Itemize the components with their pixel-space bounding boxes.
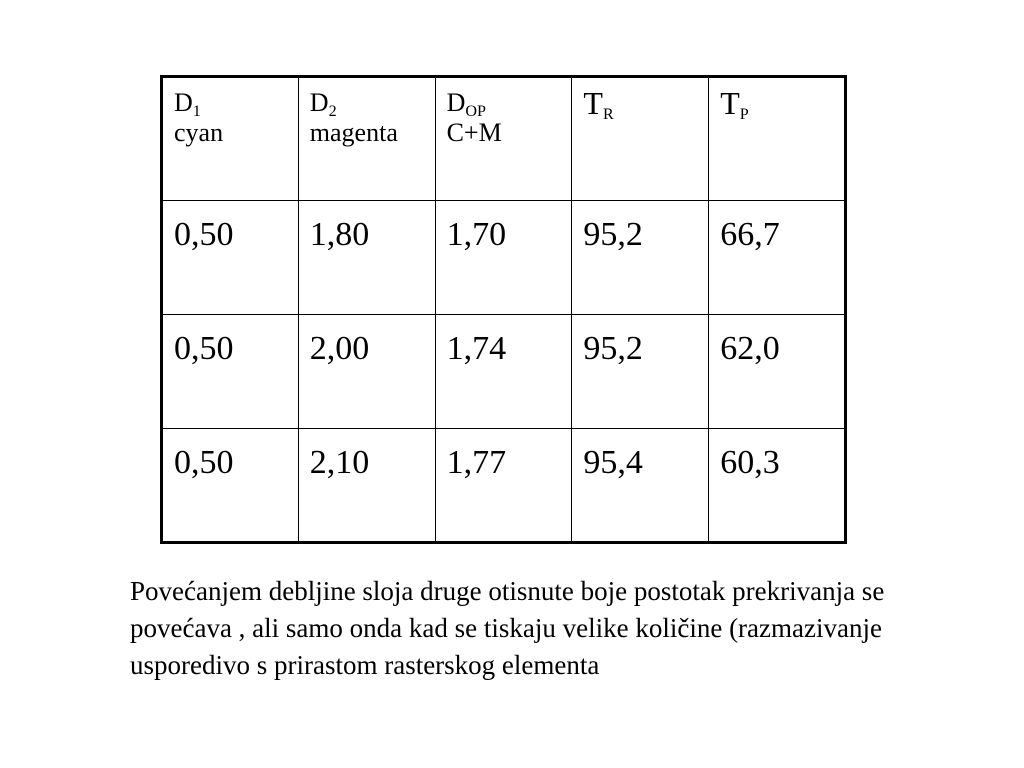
header-subscript: R [602,106,614,124]
table-cell: 1,74 [435,315,572,429]
table-cell: 1,70 [435,201,572,315]
table-cell: 2,00 [298,315,435,429]
table-row [162,315,846,429]
table-cell: 95,4 [572,429,709,543]
table-cell: 60,3 [709,429,846,543]
header-symbol: D [174,88,193,117]
table-cell: 95,2 [572,201,709,315]
header-d2 [298,77,435,201]
header-symbol: D [309,88,329,117]
header-label: magenta [309,118,398,147]
caption-text: Povećanjem debljine sloja druge otisnute boje postotak prekrivanja se povećava , ali samo onda kad se tiskaju velike količine (razmazivanje usporedivo s prirastom rasterskog elementa [130,576,885,680]
table-cell: 66,7 [709,201,846,315]
table-cell: 95,2 [572,315,709,429]
table-cell: 62,0 [709,315,846,429]
header-label: C+M [446,118,502,147]
table-row [162,429,846,543]
table-cell: 1,80 [298,201,435,315]
header-symbol: T [583,85,603,121]
table-cell: 2,10 [298,429,435,543]
header-symbol: T [720,85,740,121]
table-cell: 0,50 [162,315,299,429]
header-dop [435,77,572,201]
header-symbol: D [446,88,466,117]
header-subscript: 2 [328,103,337,121]
header-d1 [162,77,299,201]
table-cell: 0,50 [162,429,299,543]
table-header-row [162,77,846,201]
header-label: cyan [174,118,224,147]
header-tp [709,77,846,201]
header-subscript: OP [465,103,486,121]
density-table [160,75,847,544]
table-cell: 1,77 [435,429,572,543]
header-subscript: 1 [192,103,201,121]
table-cell: 0,50 [162,201,299,315]
header-tr [572,77,709,201]
table-row [162,201,846,315]
header-subscript: P [739,106,749,124]
